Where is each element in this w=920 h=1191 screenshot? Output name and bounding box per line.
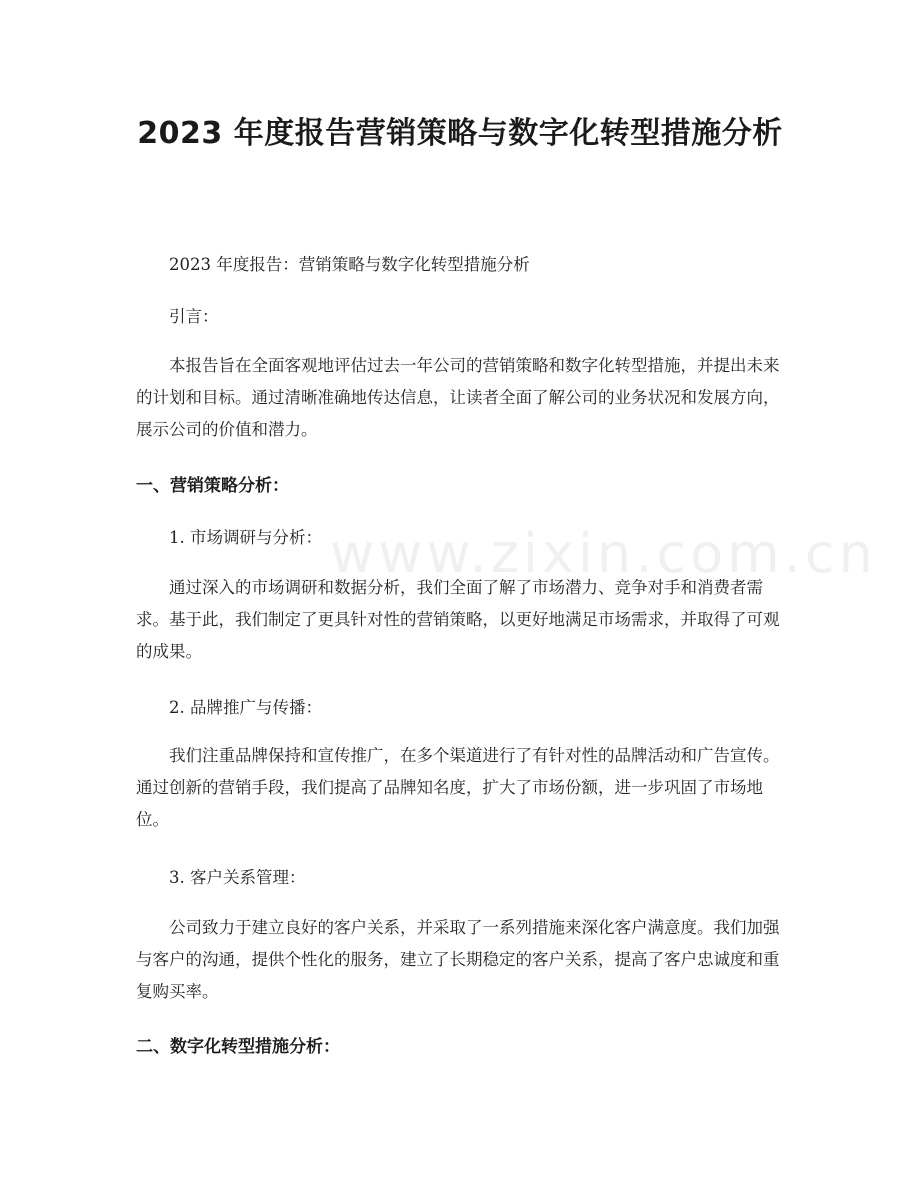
paragraph-customer-relations: 公司致力于建立良好的客户关系，并采取了一系列措施来深化客户满意度。我们加强与客户的沟通，提供个性化的服务，建立了长期稳定的客户关系，提高了客户忠诚度和重复购买率。 <box>136 918 780 1001</box>
section-heading-digital: 二、数字化转型措施分析： <box>136 1037 340 1057</box>
subtitle-paragraph: 2023 年度报告：营销策略与数字化转型措施分析 <box>169 255 530 274</box>
page-title: 2023 年度报告营销策略与数字化转型措施分析 <box>137 116 783 151</box>
intro-label: 引言： <box>169 307 219 326</box>
item-heading-customer-relations: 3. 客户关系管理： <box>169 868 306 887</box>
paragraph-brand-promotion: 我们注重品牌保持和宣传推广，在多个渠道进行了有针对性的品牌活动和广告宣传。通过创新的营销手段，我们提高了品牌知名度，扩大了市场份额，进一步巩固了市场地位。 <box>136 746 780 829</box>
paragraph-market-research: 通过深入的市场调研和数据分析，我们全面了解了市场潜力、竞争对手和消费者需求。基于此，我们制定了更具针对性的营销策略，以更好地满足市场需求，并取得了可观的成果。 <box>136 578 780 661</box>
item-heading-brand-promotion: 2. 品牌推广与传播： <box>169 698 322 717</box>
item-heading-market-research: 1. 市场调研与分析： <box>169 528 322 547</box>
section-heading-marketing: 一、营销策略分析： <box>136 476 289 496</box>
watermark: www.zixin.com.cn <box>330 522 877 585</box>
intro-paragraph: 本报告旨在全面客观地评估过去一年公司的营销策略和数字化转型措施，并提出未来的计划和目标。通过清晰准确地传达信息，让读者全面了解公司的业务状况和发展方向，展示公司的价值和潜力。 <box>136 356 780 439</box>
